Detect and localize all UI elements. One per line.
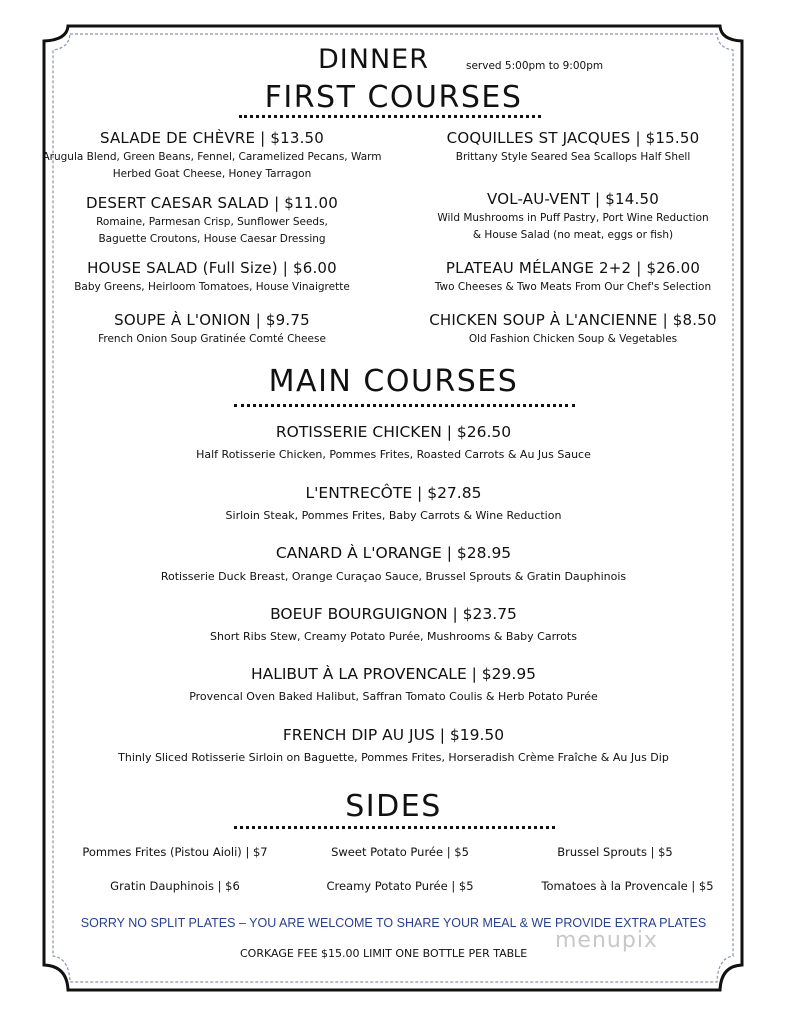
side-item: Sweet Potato Purée | $5 (331, 845, 469, 859)
side-item: Pommes Frites (Pistou Aioli) | $7 (82, 845, 268, 859)
no-split-plates-notice: SORRY NO SPLIT PLATES – YOU ARE WELCOME TO SHARE YOUR MEAL & WE PROVIDE EXTRA PLATES (80, 916, 707, 930)
corkage-fee-note: CORKAGE FEE $15.00 LIMIT ONE BOTTLE PER TABLE (240, 947, 528, 960)
first-course-item (37, 259, 387, 296)
item-title: COQUILLES ST JACQUES | $15.50 (446, 129, 700, 147)
item-title: HOUSE SALAD (Full Size) | $6.00 (87, 259, 337, 277)
item-title: PLATEAU MÉLANGE 2+2 | $26.00 (445, 259, 701, 277)
main-course-title: L'ENTRECÔTE | $27.85 (305, 484, 482, 502)
first-course-item (37, 129, 387, 183)
main-course-title: HALIBUT À LA PROVENCALE | $29.95 (250, 665, 537, 683)
first-course-item (37, 194, 387, 248)
main-course-description: Provencal Oven Baked Halibut, Saffran Tomato Coulis & Herb Potato Purée (189, 690, 598, 703)
main-course-title: BOEUF BOURGUIGNON | $23.75 (270, 605, 517, 623)
main-course-title: FRENCH DIP AU JUS | $19.50 (282, 726, 505, 744)
first-course-item (37, 311, 387, 348)
item-description: Two Cheeses & Two Meats From Our Chef's Selection (434, 281, 712, 293)
item-description: Romaine, Parmesan Crisp, Sunflower Seeds, (96, 216, 328, 228)
first-course-item (398, 190, 748, 244)
main-course-description: Rotisserie Duck Breast, Orange Curaçao Sauce, Brussel Sprouts & Gratin Dauphinois (160, 570, 627, 583)
sides-heading: SIDES (345, 789, 442, 824)
item-description: & House Salad (no meat, eggs or fish) (472, 229, 674, 241)
item-title: VOL-AU-VENT | $14.50 (487, 190, 659, 208)
item-description: French Onion Soup Gratinée Comté Cheese (98, 333, 326, 345)
side-item: Creamy Potato Purée | $5 (326, 879, 474, 893)
sides-underline (234, 826, 555, 829)
main-course-description: Short Ribs Stew, Creamy Potato Purée, Mushrooms & Baby Carrots (210, 630, 577, 643)
item-description: Herbed Goat Cheese, Honey Tarragon (112, 168, 312, 180)
item-description: Baby Greens, Heirloom Tomatoes, House Vinaigrette (74, 281, 350, 293)
side-item: Tomatoes à la Provencale | $5 (541, 879, 714, 893)
menu-title: DINNER (318, 44, 429, 75)
item-title: SOUPE À L'ONION | $9.75 (114, 311, 310, 329)
first-course-item (398, 259, 748, 296)
main-course-description: Sirloin Steak, Pommes Frites, Baby Carrots & Wine Reduction (225, 509, 562, 522)
item-title: DESERT CAESAR SALAD | $11.00 (85, 194, 338, 212)
item-description: Arugula Blend, Green Beans, Fennel, Caramelized Pecans, Warm (42, 151, 382, 163)
item-description: Wild Mushrooms in Puff Pastry, Port Wine Reduction (437, 212, 709, 224)
side-item: Brussel Sprouts | $5 (557, 845, 673, 859)
item-title: CHICKEN SOUP À L'ANCIENNE | $8.50 (429, 311, 717, 329)
first-course-item (398, 129, 748, 166)
first-course-item (398, 311, 748, 348)
main-course-description: Half Rotisserie Chicken, Pommes Frites, Roasted Carrots & Au Jus Sauce (196, 448, 591, 461)
main-courses-heading: MAIN COURSES (268, 364, 519, 399)
item-description: Baguette Croutons, House Caesar Dressing (98, 233, 326, 245)
item-description: Old Fashion Chicken Soup & Vegetables (468, 333, 678, 345)
main-course-description: Thinly Sliced Rotisserie Sirloin on Baguette, Pommes Frites, Horseradish Crème Fraîche & Au Jus Dip (118, 751, 669, 764)
item-description: Brittany Style Seared Sea Scallops Half Shell (455, 151, 691, 163)
main-course-title: CANARD À L'ORANGE | $28.95 (275, 544, 512, 562)
served-hours: served 5:00pm to 9:00pm (466, 60, 604, 72)
menupix-watermark: menupix (555, 928, 658, 953)
first-courses-heading: FIRST COURSES (264, 80, 523, 115)
side-item: Gratin Dauphinois | $6 (110, 879, 240, 893)
item-title: SALADE DE CHÈVRE | $13.50 (99, 129, 325, 147)
main-courses-underline (234, 404, 575, 407)
first-courses-underline (239, 115, 541, 118)
main-course-title: ROTISSERIE CHICKEN | $26.50 (275, 423, 512, 441)
